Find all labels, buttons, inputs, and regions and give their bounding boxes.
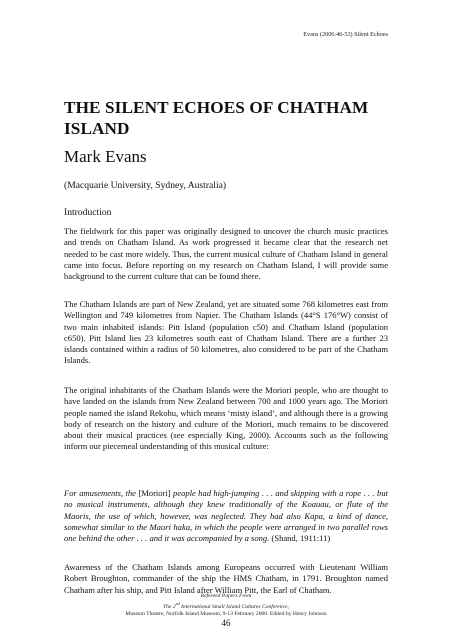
body-paragraph-4: Awareness of the Chatham Islands among Europeans occurred with Lieutenant William Robert Broughton, commander of the ship the HMS Chatham, in 1791. Broughton named Chatham after his ship, and Pitt Island after William Pitt, the Earl of Chatham.	[64, 562, 388, 595]
block-quote	[64, 488, 388, 544]
section-heading-introduction: Introduction	[64, 207, 112, 218]
running-head: Evans (2006:46-53) Silent Echoes	[303, 31, 388, 38]
quote-text-end: people had high-jumping . . . and skipping with a rope . . . but no musical instruments, although they knew traditionally of the Koauau, or flute of the Maoris, the use of which, however, was neglected. They had also Kapa, a kind of dance, somewhat similar to the Maori haka, in which the people were arranged in two parallel rows one behind the other . . . and it was accompanied by a song.	[64, 488, 388, 544]
body-paragraph-3: The original inhabitants of the Chatham Islands were the Moriori people, who are thought to have landed on the islands from New Zealand between 700 and 1000 years ago. The Moriori people named the island Rekohu, which means ‘misty island’, and although there is a growing body of research on the history and culture of the Moriori, much remains to be discovered about their musical practices (see especially King, 2000). Accounts such as the following inform our piecemeal understanding of this musical culture:	[64, 385, 388, 452]
footer-line-3: Museum Theatre, Norfolk Island Museum, 9-13 February 2006. Edited by Henry Johnson	[125, 611, 327, 618]
author-affiliation: (Macquarie University, Sydney, Australia)	[64, 180, 227, 191]
footer-line-1: Refereed Papers From	[200, 593, 252, 599]
footer-line-2-rest: International Small Island Cultures Conference,	[179, 604, 289, 611]
body-paragraph-2: The Chatham Islands are part of New Zealand, yet are situated some 768 kilometres east from Wellington and 749 kilometres from Napier. The Chatham Islands (44°S 176°W) consist of two main inhabited islands: Pitt Island (population c50) and Chatham Island (population c650). Pitt Island lies 23 kilometres south east of Chatham Island. There are a further 23 islands contained within a radius of 50 kilometres, also considered to be part of the Chatham Islands.	[64, 299, 388, 366]
body-paragraph-1: The fieldwork for this paper was originally designed to uncover the church music practices and trends on Chatham Island. As work progressed it became clear that the research net needed to be cast more widely. Thus, the current musical culture of Chatham Island in general came into focus. Before reporting on my research on Chatham Island, I will provide some background to the current culture that can be found there.	[64, 226, 388, 282]
author-name: Mark Evans	[64, 147, 147, 166]
footer-ordinal-suffix: nd	[175, 601, 180, 607]
page-number: 46	[221, 618, 231, 628]
page-footer	[64, 593, 388, 619]
quote-citation: (Shand, 1911:11)	[271, 533, 331, 544]
paper-title: THE SILENT ECHOES OF CHATHAM ISLAND	[64, 98, 369, 138]
footer-line-2-text: The 2	[163, 604, 176, 611]
quote-text-start: For amusements, the	[64, 488, 139, 498]
footer-line-2	[64, 600, 388, 611]
quote-bracket-insert: [Moriori]	[138, 488, 171, 498]
